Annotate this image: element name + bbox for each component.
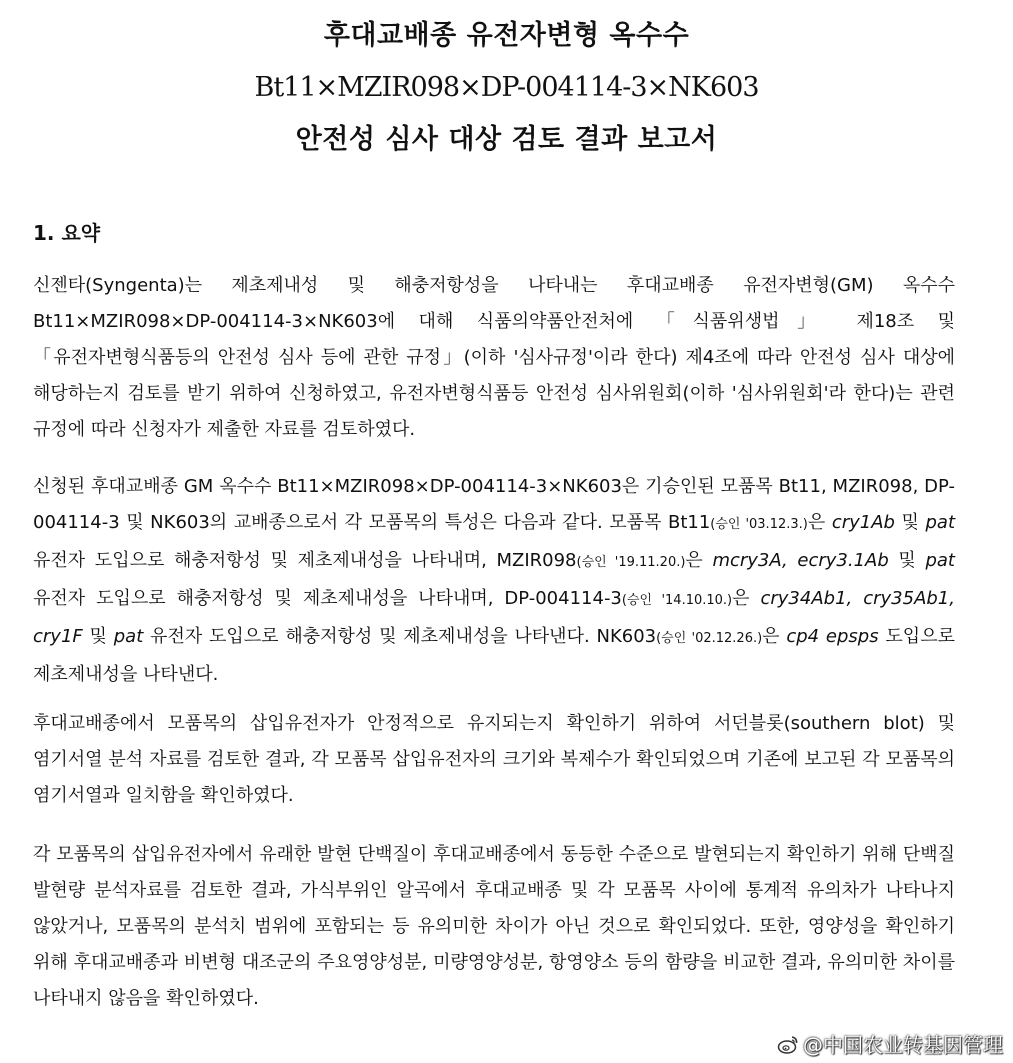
paragraph-3: 후대교배종에서 모품목의 삽입유전자가 안정적으로 유지되는지 확인하기 위하여 서던블롯(southern blot) 및 염기서열 분석 자료를 검토한 결과, 각 모품목 삽입유전자의 크기와 복제수가 확인되었으며 기존에 보고된 각 모품목의 염기서열과 일치함을 확인하였다. [33,713,955,806]
paragraph-4: 각 모품목의 삽입유전자에서 유래한 발현 단백질이 후대교배종에서 동등한 수준으로 발현되는지 확인하기 위해 단백질 발현량 분석자료를 검토한 결과, 가식부위인 알곡에서 후대교배종 및 각 모품목 사이에 통계적 유의차가 나타나지 않았거나, 모품목의 분석치 범위에 포함되는 등 유의미한 차이가 아닌 것으로 확인되었다. 또한, 영양성을 확인하기 위해 후대교배종과 비변형 대조군의 주요영양성분, 미량영양성분, 항영양소 등의 함량을 비교한 결과, 유의미한 차이를 나타내지 않음을 확인하였다. [33,844,955,1009]
gene-name: cry34Ab1, cry35Ab1, cry1F [33,588,955,647]
paragraph-2-text: 및 [894,512,926,533]
paragraph-2-text: 도입으로 제초제내성을 나타낸다. [33,626,955,685]
gene-name: mcry3A, ecry3.1Ab [712,550,889,571]
approval-date-nk603: (승인 '02.12.26.) [656,631,763,646]
title-line-2: Bt11×MZIR098×DP-004114-3×NK603 [254,72,759,103]
report-title [0,10,1013,166]
paragraph-2-text: 신청된 후대교배종 GM 옥수수 Bt11×MZIR098×DP-004114-3×NK603은 기승인된 모품목 Bt11, MZIR098, DP-004114-3 및 NK603의 교배종으로서 각 모품목의 특성은 다음과 같다. 모품목 Bt11 [33,476,955,533]
paragraph-2-text: 유전자 도입으로 해충저항성 및 제초제내성을 나타내며, MZIR098 [33,550,577,571]
paragraph-2-text: 및 [888,550,926,571]
paragraph-2-text: 유전자 도입으로 해충저항성 및 제초제내성을 나타내며, DP-004114-3 [33,588,622,609]
paragraph-2 [33,469,955,693]
approval-date-dp004114: (승인 '14.10.10.) [621,593,733,608]
title-line-1: 후대교배종 유전자변형 옥수수 [323,20,690,51]
gene-name: cry1Ab [831,512,895,533]
paragraph-2-text: 은 [762,626,787,647]
paragraph-2-text: 은 [732,588,761,609]
paragraph-2-text: 은 [685,550,713,571]
approval-date-mzir098: (승인 '19.11.20.) [576,555,686,570]
gene-name: pat [925,512,955,533]
weibo-logo-icon [777,1034,799,1056]
gene-name: pat [113,626,144,647]
paragraph-2-text: 은 [807,512,832,533]
approval-date-bt11: (승인 '03.12.3.) [710,517,808,532]
section-heading-summary: 1. 요약 [33,221,101,245]
paragraph-2-text: 유전자 도입으로 해충저항성 및 제초제내성을 나타낸다. NK603 [143,626,657,647]
watermark-text: @中国农业转基因管理 [803,1033,1003,1057]
paragraph-1: 신젠타(Syngenta)는 제초제내성 및 해충저항성을 나타내는 후대교배종 유전자변형(GM) 옥수수 Bt11×MZIR098×DP-004114-3×NK603에 대해 식품의약품안전처에 「식품위생법」 제18조 및 「유전자변형식품등의 안전성 심사 등에 관한 규정」(이하 '심사규정'이라 한다) 제4조에 따라 안전성 심사 대상에 해당하는지 검토를 받기 위하여 신청하였고, 유전자변형식품등 안전성 심사위원회(이하 '심사위원회'라 한다)는 관련 규정에 따라 신청자가 제출한 자료를 검토하였다. [33,275,955,440]
paragraph-2-text: 및 [82,626,114,647]
title-line-3: 안전성 심사 대상 검토 결과 보고서 [295,124,718,155]
gene-name: cp4 epsps [786,626,879,647]
watermark [777,1032,1003,1058]
gene-name: pat [925,550,955,571]
